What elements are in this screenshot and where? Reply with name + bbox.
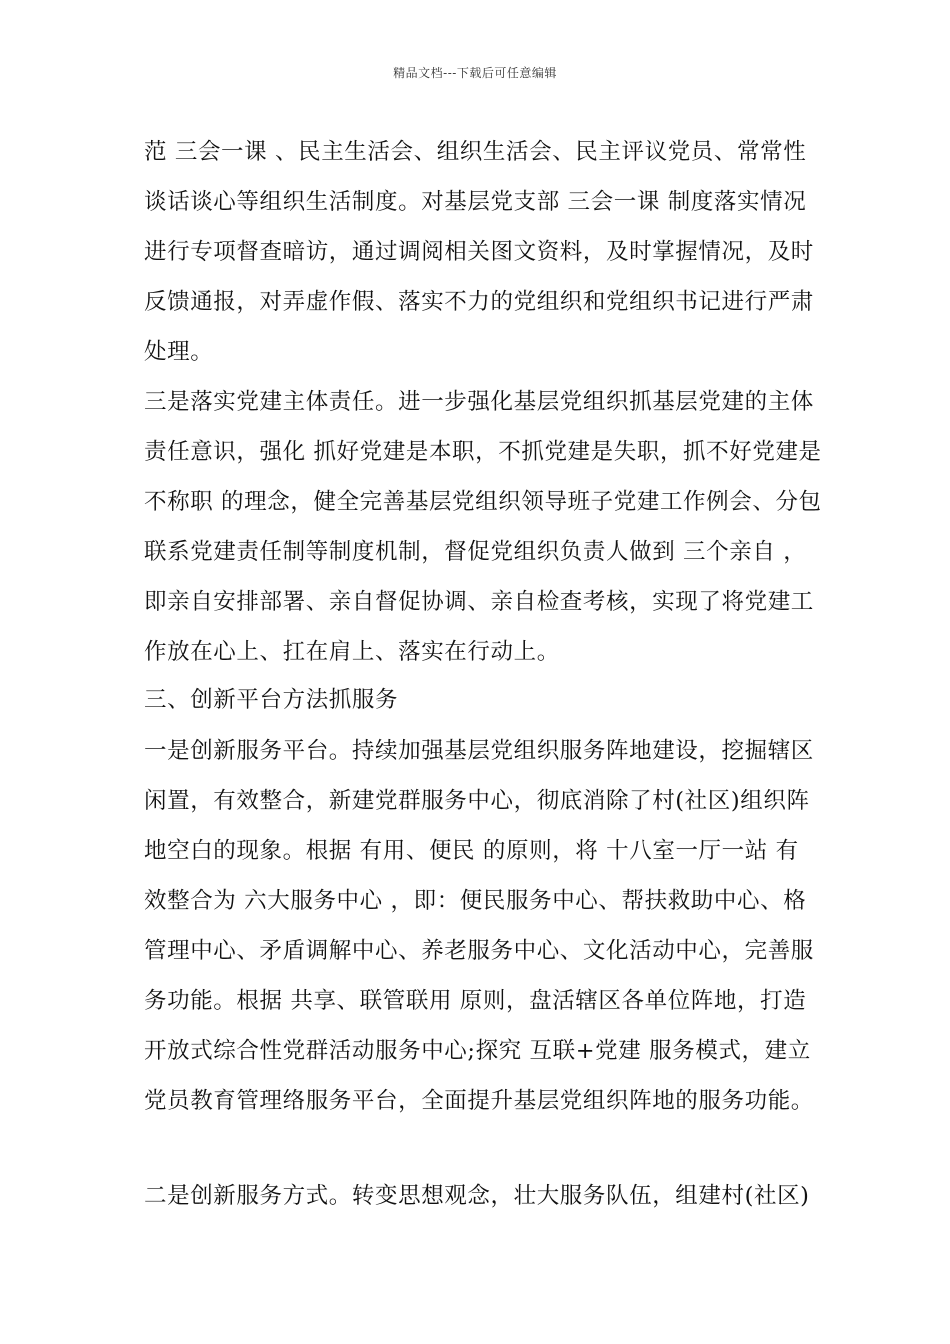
text-line: 三是落实党建主体责任。进一步强化基层党组织抓基层党建的主体 [144,389,814,415]
text-line: 处理。 [144,339,214,365]
text-line: 谈话谈心等组织生活制度。对基层党支部 三会一课 制度落实情况 [144,189,807,215]
text-line: 效整合为 六大服务中心 ，即：便民服务中心、帮扶救助中心、格 [144,888,807,914]
text-line: 开放式综合性党群活动服务中心;探究 互联+党建 服务模式，建立 [144,1038,811,1064]
page-header: 精品文档---下载后可任意编辑 [393,66,557,80]
text-line: 一是创新服务平台。持续加强基层党组织服务阵地建设，挖掘辖区 [144,738,814,764]
text-line: 闲置，有效整合，新建党群服务中心，彻底消除了村(社区)组织阵 [144,788,810,814]
text-line: 不称职 的理念，健全完善基层党组织领导班子党建工作例会、分包 [144,489,822,515]
text-line: 责任意识，强化 抓好党建是本职，不抓党建是失职，抓不好党建是 [144,439,822,465]
text-line: 即亲自安排部署、亲自督促协调、亲自检查考核，实现了将党建工 [144,589,814,615]
text-line: 管理中心、矛盾调解中心、养老服务中心、文化活动中心，完善服 [144,938,814,964]
text-line: 进行专项督查暗访，通过调阅相关图文资料，及时掌握情况，及时 [144,239,814,265]
text-line: 务功能。根据 共享、联管联用 原则，盘活辖区各单位阵地，打造 [144,988,807,1014]
text-line: 二是创新服务方式。转变思想观念，壮大服务队伍，组建村(社区) [144,1183,810,1209]
text-line: 反馈通报，对弄虚作假、落实不力的党组织和党组织书记进行严肃 [144,289,814,315]
text-line: 党员教育管理络服务平台，全面提升基层党组织阵地的服务功能。 [144,1088,814,1114]
text-line: 地空白的现象。根据 有用、便民 的原则，将 十八室一厅一站 有 [144,838,799,864]
text-line: 范 三会一课 、民主生活会、组织生活会、民主评议党员、常常性 [144,139,807,165]
section-heading: 三、创新平台方法抓服务 [144,687,399,713]
text-line: 联系党建责任制等制度机制，督促党组织负责人做到 三个亲自 ， [144,539,807,565]
text-line: 作放在心上、扛在肩上、落实在行动上。 [144,639,560,665]
